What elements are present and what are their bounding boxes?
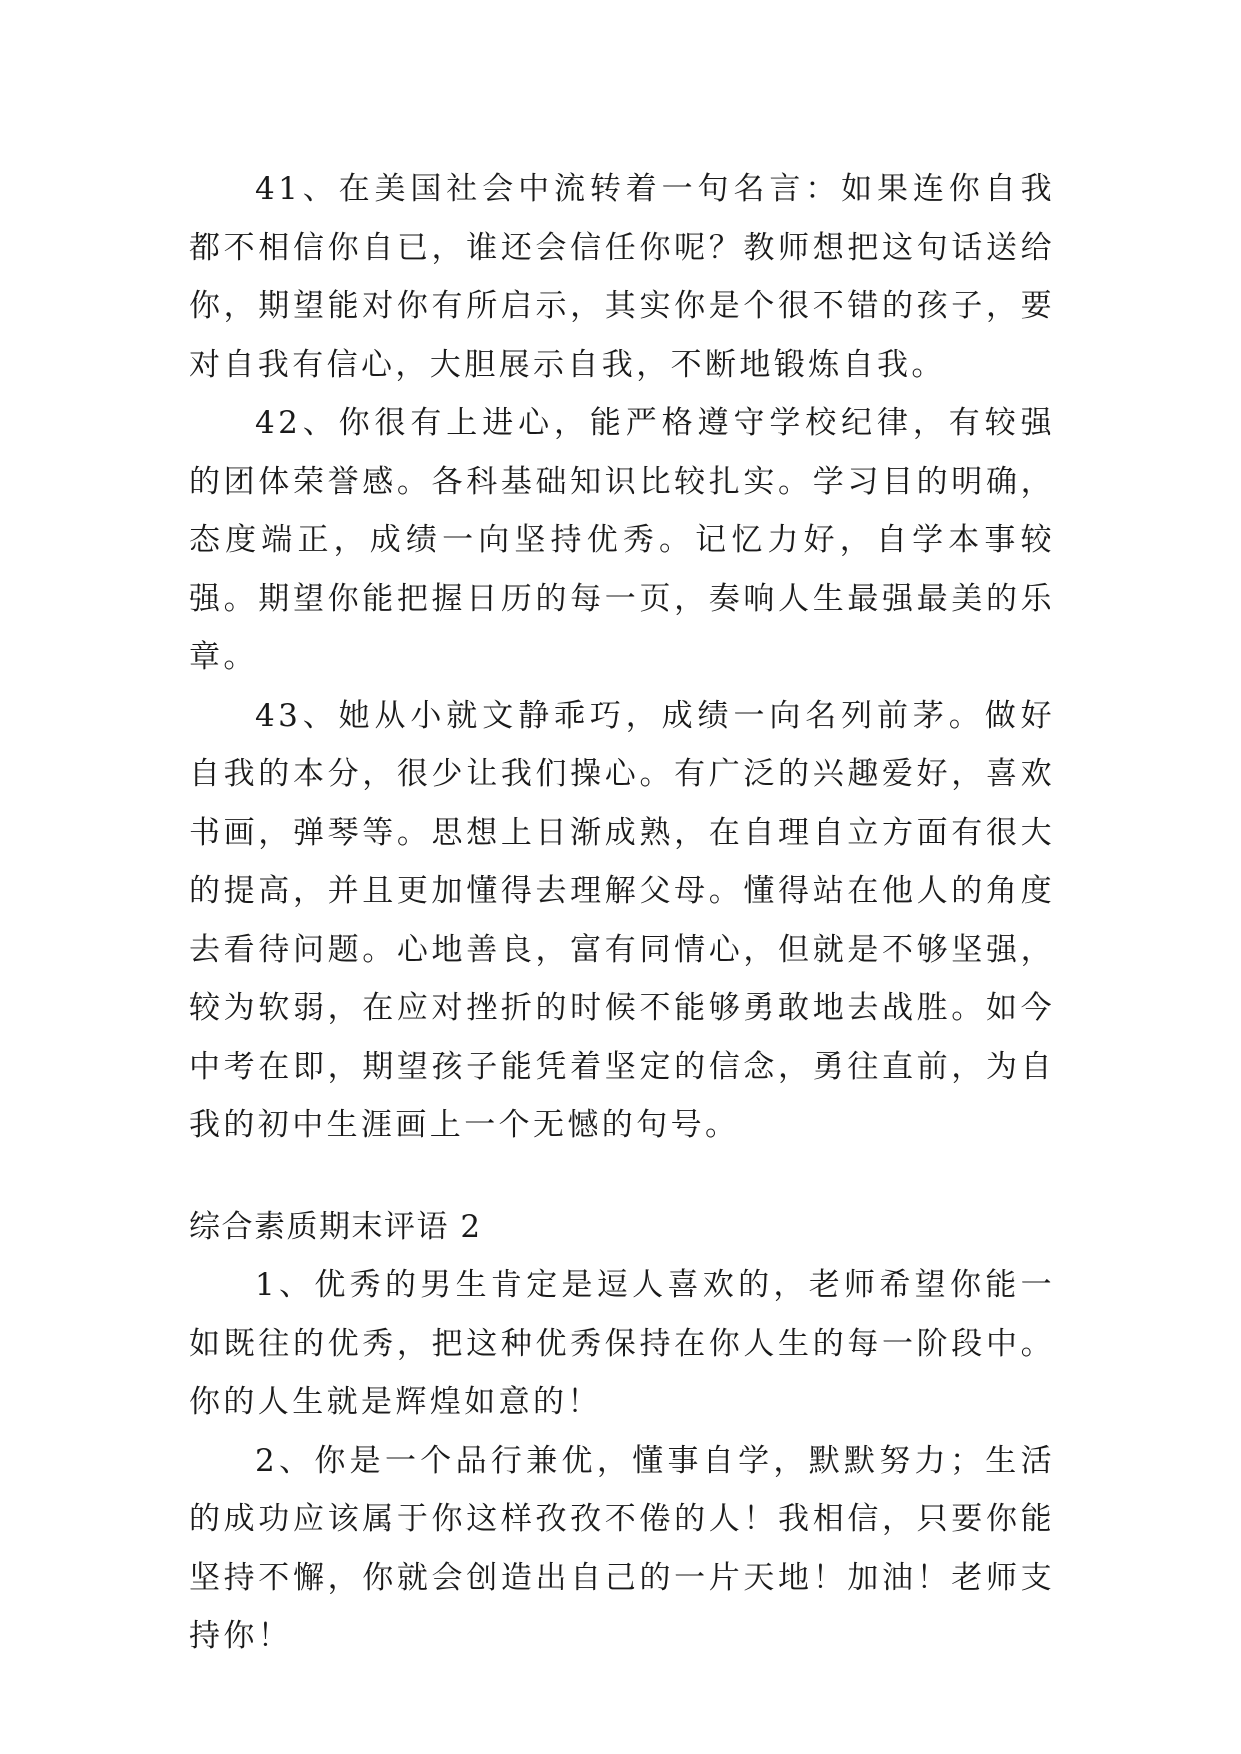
paragraph-41: 41、在美国社会中流转着一句名言：如果连你自我都不相信你自已，谁还会信任你呢？教师想把这句话送给你，期望能对你有所启示，其实你是个很不错的孩子，要对自我有信心，大胆展示自我，不断地锻炼自我。 bbox=[189, 171, 1055, 383]
section-heading: 综合素质期末评语 2 bbox=[189, 1208, 482, 1245]
document-body bbox=[189, 160, 1055, 1666]
paragraph-42: 42、你很有上进心，能严格遵守学校纪律，有较强的团体荣誉感。各科基础知识比较扎实。学习目的明确，态度端正，成绩一向坚持优秀。记忆力好，自学本事较强。期望你能把握日历的每一页，奏响人生最强最美的乐章。 bbox=[189, 405, 1055, 675]
section-gap bbox=[189, 1155, 1055, 1198]
paragraph-2: 2、你是一个品行兼优，懂事自学，默默努力；生活的成功应该属于你这样孜孜不倦的人！我相信，只要你能坚持不懈，你就会创造出自己的一片天地！加油！老师支持你！ bbox=[189, 1442, 1055, 1654]
paragraph-1: 1、优秀的男生肯定是逗人喜欢的，老师希望你能一如既往的优秀，把这种优秀保持在你人生的每一阶段中。你的人生就是辉煌如意的！ bbox=[189, 1267, 1055, 1420]
paragraph-43: 43、她从小就文静乖巧，成绩一向名列前茅。做好自我的本分，很少让我们操心。有广泛的兴趣爱好，喜欢书画，弹琴等。思想上日渐成熟，在自理自立方面有很大的提高，并且更加懂得去理解父母。懂得站在他人的角度去看待问题。心地善良，富有同情心，但就是不够坚强，较为软弱，在应对挫折的时候不能够勇敢地去战胜。如今中考在即，期望孩子能凭着坚定的信念，勇往直前，为自我的初中生涯画上一个无憾的句号。 bbox=[189, 697, 1055, 1143]
